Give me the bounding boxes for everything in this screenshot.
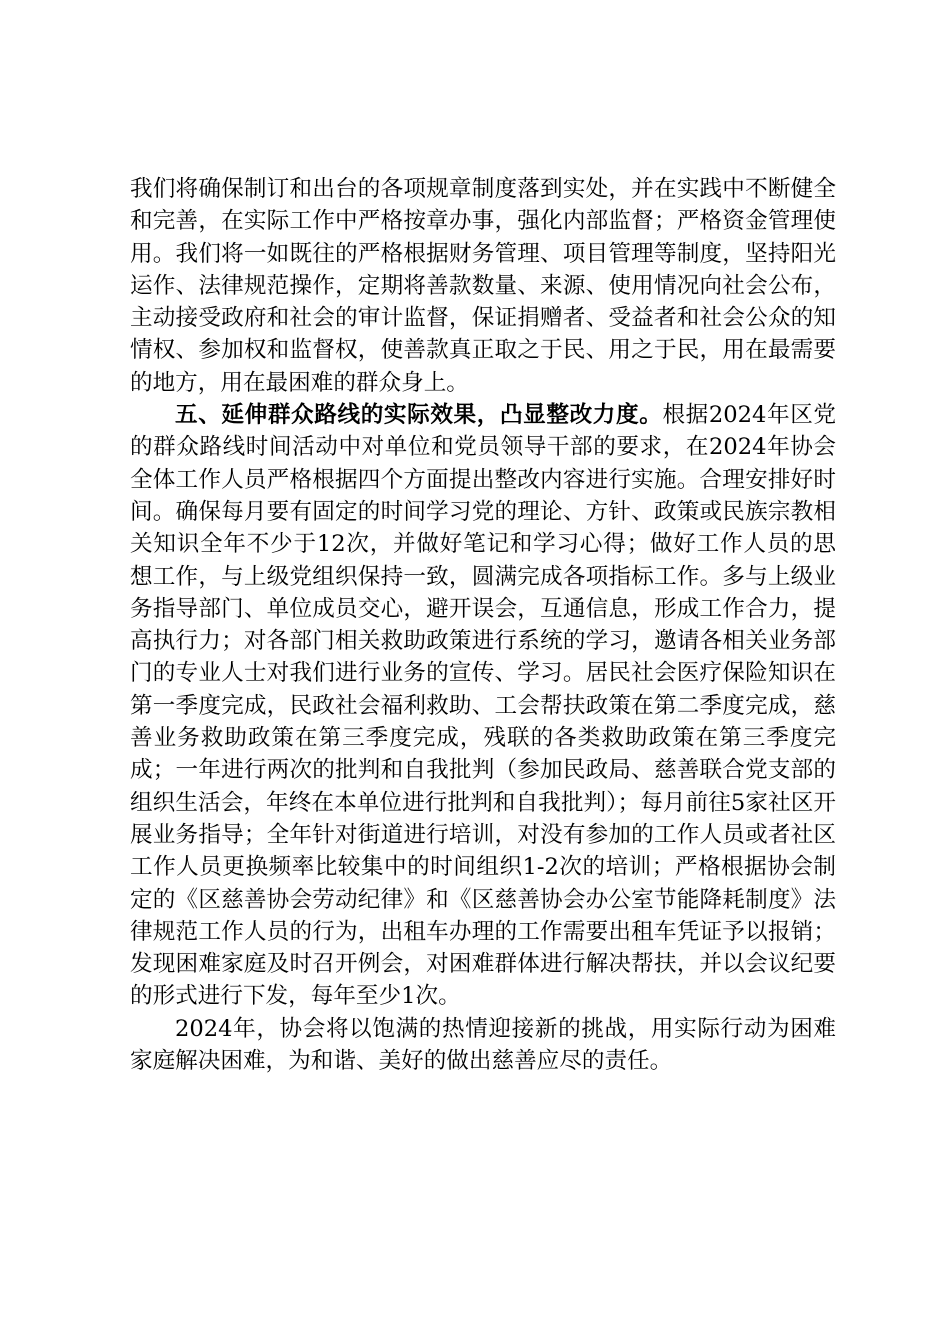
document-page xyxy=(130,173,836,1077)
body-paragraph-2 xyxy=(130,399,836,1013)
section-body-text: 根据2024年区党的群众路线时间活动中对单位和党员领导干部的要求，在2024年协会全体工作人员严格根据四个方面提出整改内容进行实施。合理安排好时间。确保每月要有固定的时间学习党的理论、方针、政策或民族宗教相关知识全年不少于12次，并做好笔记和学习心得；做好工作人员的思想工作，与上级党组织保持一致，圆满完成各项指标工作。多与上级业务指导部门、单位成员交心，避开误会，互通信息，形成工作合力，提高执行力；对各部门相关救助政策进行系统的学习，邀请各相关业务部门的专业人士对我们进行业务的宣传、学习。居民社会医疗保险知识在第一季度完成，民政社会福利救助、工会帮扶政策在第二季度完成，慈善业务救助政策在第三季度完成，残联的各类救助政策在第三季度完成；一年进行两次的批判和自我批判（参加民政局、慈善联合党支部的组织生活会，年终在本单位进行批判和自我批判）；每月前往5家社区开展业务指导；全年针对街道进行培训，对没有参加的工作人员或者社区工作人员更换频率比较集中的时间组织1-2次的培训；严格根据协会制定的《区慈善协会劳动纪律》和《区慈善协会办公室节能降耗制度》法律规范工作人员的行为，出租车办理的工作需要出租车凭证予以报销；发现困难家庭及时召开例会，对困难群体进行解决帮扶，并以会议纪要的形式进行下发，每年至少1次。 xyxy=(130,402,837,1010)
body-paragraph-1: 我们将确保制订和出台的各项规章制度落到实处，并在实践中不断健全和完善，在实际工作中严格按章办事，强化内部监督；严格资金管理使用。我们将一如既往的严格根据财务管理、项目管理等制度，坚持阳光运作、法律规范操作，定期将善款数量、来源、使用情况向社会公布，主动接受政府和社会的审计监督，保证捐赠者、受益者和社会公众的知情权、参加权和监督权，使善款真正取之于民、用之于民，用在最需要的地方，用在最困难的群众身上。 xyxy=(130,176,836,396)
body-paragraph-3: 2024年，协会将以饱满的热情迎接新的挑战，用实际行动为困难家庭解决困难，为和谐、美好的做出慈善应尽的责任。 xyxy=(130,1015,836,1075)
section-heading: 五、延伸群众路线的实际效果，凸显整改力度。 xyxy=(175,402,663,429)
